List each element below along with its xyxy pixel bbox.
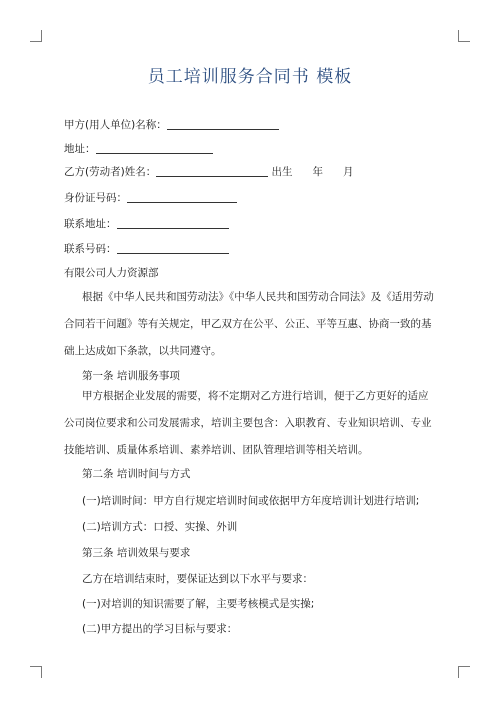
contact-address-blank[interactable]	[117, 216, 229, 229]
article2-heading: 第二条 培训时间与方式	[82, 468, 191, 480]
party-b-row	[64, 164, 354, 179]
preamble-paragraph	[64, 284, 436, 365]
article2-item1: (一)培训时间：甲方自行规定培训时间或依据甲方年度培训计划进行培训;	[82, 495, 420, 507]
contact-address-row	[64, 216, 229, 231]
crop-mark-bottom-right	[458, 666, 470, 678]
party-a-row	[64, 117, 279, 132]
id-number-row	[64, 190, 237, 205]
crop-mark-top-right	[458, 30, 470, 42]
document-title: 员工培训服务合同书 模板	[147, 67, 353, 87]
address-row	[64, 141, 213, 156]
article1-body: 甲方根据企业发展的需要，将不定期对乙方进行培训，便于乙方更好的适应公司岗位要求和公司发展需求，培训主要包含：入职教育、专业知识培训、专业技能培训、质量体系培训、素养培训、团队管理培训等相关培训。	[64, 390, 432, 456]
year-label: 年	[312, 166, 324, 178]
article2-item2: (二)培训方式：口授、实操、外训	[82, 521, 238, 533]
crop-mark-bottom-left	[30, 666, 42, 678]
party-b-label: 乙方(劳动者)姓名：	[64, 166, 157, 178]
contact-phone-blank[interactable]	[117, 241, 229, 254]
id-number-label: 身份证号码：	[64, 192, 127, 204]
address-blank[interactable]	[96, 141, 213, 154]
article3-item1: (一)对培训的知识需要了解，主要考核模式是实操;	[82, 598, 315, 610]
party-a-blank[interactable]	[167, 117, 279, 130]
contact-phone-label: 联系号码：	[64, 243, 117, 255]
article3-item2: (二)甲方提出的学习目标与要求：	[82, 623, 238, 635]
birth-label: 出生	[271, 166, 293, 178]
month-label: 月	[343, 166, 354, 178]
department-line: 有限公司人力资源部	[64, 267, 159, 279]
contact-address-label: 联系地址：	[64, 218, 117, 230]
article3-heading: 第三条 培训效果与要求	[82, 547, 191, 559]
address-label: 地址：	[64, 143, 96, 155]
id-number-blank[interactable]	[127, 190, 237, 203]
article1-heading: 第一条 培训服务事项	[82, 370, 180, 382]
party-b-blank[interactable]	[156, 164, 268, 177]
preamble-text: 根据《中华人民共和国劳动法》《中华人民共和国劳动合同法》及《适用劳动合同若干问题》等有关规定，甲乙双方在公平、公正、平等互惠、协商一致的基础上达成如下条款，以共同遵守。	[64, 291, 434, 357]
article1-paragraph	[64, 383, 436, 464]
contact-phone-row	[64, 241, 229, 256]
crop-mark-top-left	[30, 30, 42, 42]
party-a-label: 甲方(用人单位)名称：	[64, 119, 167, 131]
article3-intro: 乙方在培训结束时，要保证达到以下水平与要求：	[82, 573, 313, 585]
